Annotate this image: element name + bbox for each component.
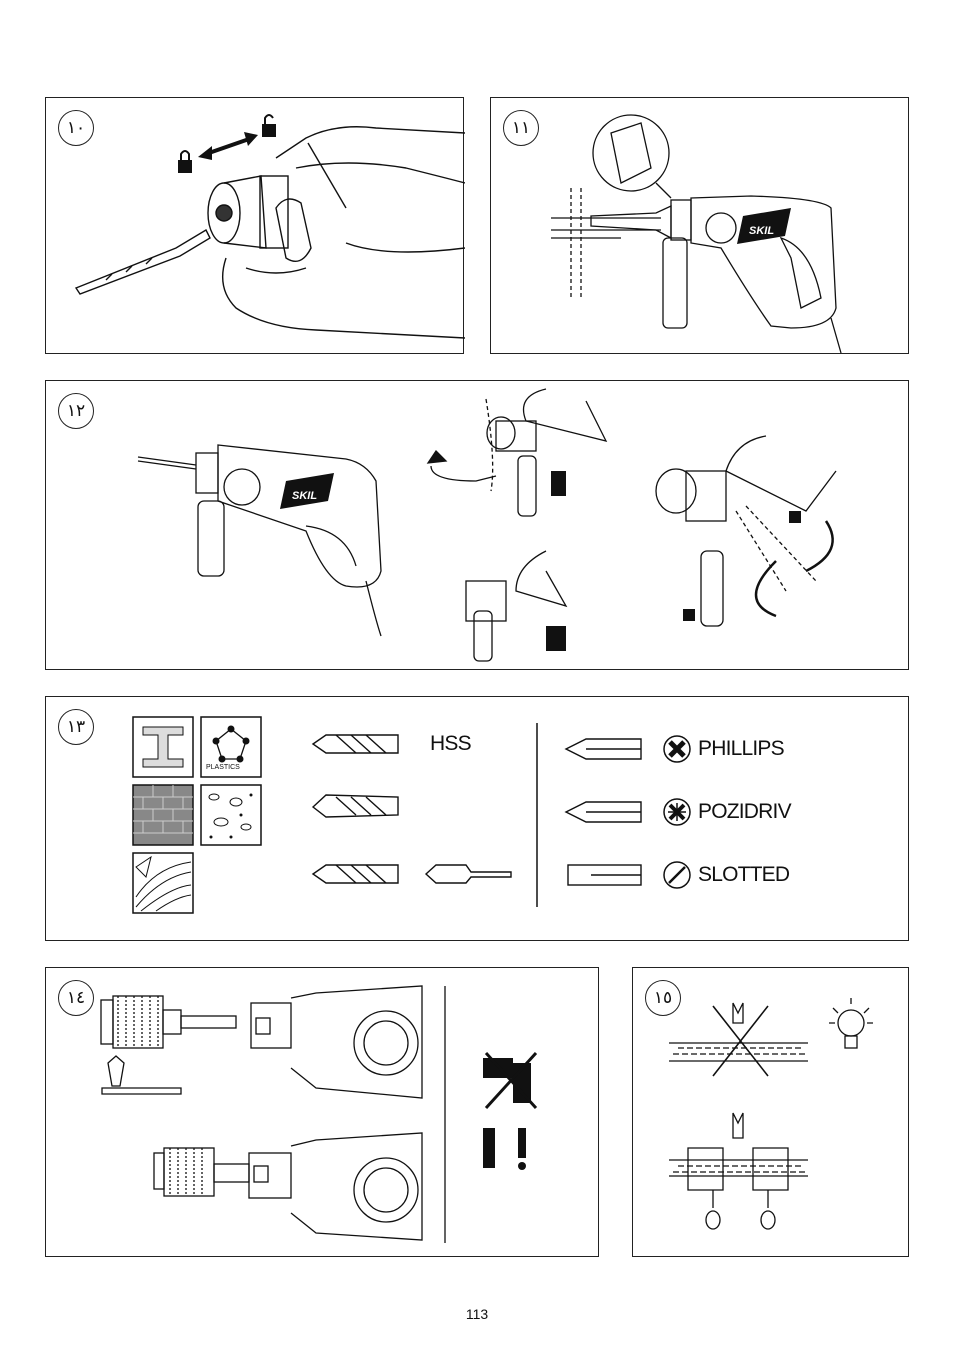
skil-logo-11: SKIL <box>749 225 775 237</box>
pozidriv-label: POZIDRIV <box>698 800 791 823</box>
panel-14 <box>45 967 599 1257</box>
panel-15 <box>632 967 909 1257</box>
slotted-label: SLOTTED <box>698 863 790 886</box>
unlock-icon <box>683 609 695 621</box>
illustration-side-handle <box>46 381 910 671</box>
lock-icon <box>178 151 192 173</box>
warning-icon <box>483 1128 526 1170</box>
panel-number-12: ١٢ <box>58 393 94 429</box>
illustration-clamp-workpiece <box>633 968 910 1258</box>
panel-11 <box>490 97 909 354</box>
hss-bit <box>313 735 398 753</box>
panel-number-10: ١٠ <box>58 110 94 146</box>
person-icon <box>546 626 566 651</box>
pozidriv-icon <box>664 799 690 825</box>
page-number: 113 <box>465 1306 489 1322</box>
hss-label: HSS <box>430 732 471 755</box>
panel-10 <box>45 97 464 354</box>
steel-beam-icon <box>133 717 193 777</box>
panel-12 <box>45 380 909 670</box>
wood-bit <box>313 865 398 883</box>
panel-number-15: ١٥ <box>645 980 681 1016</box>
no-hammer-icon <box>483 1053 536 1108</box>
concrete-icon <box>201 785 261 845</box>
plastics-label: PLASTICS <box>206 764 240 771</box>
brick-icon <box>133 785 193 845</box>
wood-icon <box>133 853 193 913</box>
panel-number-13: ١٣ <box>58 709 94 745</box>
panel-number-11: ١١ <box>503 110 539 146</box>
flat-wood-bit <box>426 865 511 883</box>
slotted-icon <box>664 862 690 888</box>
illustration-chuck-adapter <box>46 968 600 1258</box>
person-icon <box>551 471 566 496</box>
unlock-icon <box>262 115 276 137</box>
panel-13 <box>45 696 909 941</box>
phillips-icon <box>664 736 690 762</box>
phillips-label: PHILLIPS <box>698 737 784 760</box>
illustration-depth-gauge <box>491 98 910 355</box>
panel-number-14: ١٤ <box>58 980 94 1016</box>
illustration-insert-bit <box>46 98 465 355</box>
skil-logo-12: SKIL <box>292 490 318 502</box>
lock-icon <box>789 511 801 523</box>
